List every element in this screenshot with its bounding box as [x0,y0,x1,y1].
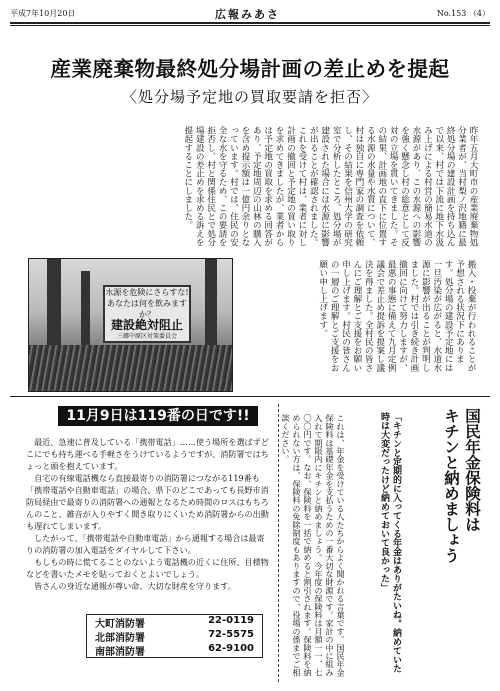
sign-line-1: 水源を危険にさらすな! [105,288,189,297]
column-divider [278,404,279,682]
station-name: 大町消防署 [95,619,145,630]
pension-title [402,408,482,678]
header-rule-thin [10,25,490,26]
issue-number: No.153 （4） [436,9,490,18]
notice-paragraph: 皆さんの身近な通報が尊い命、大切な財産を守ります。 [34,581,236,591]
article-photo [28,258,233,392]
notice-paragraph: もしもの時に慌てることのないよう電話機の近くに住所、目標物などを書いたメモを貼っておくとよいでしょう。 [26,557,269,579]
notice-119-body [26,436,270,592]
station-tel: 62-9100 [208,643,254,654]
sign-line-2: あなたは何を飲みますか？ [107,299,187,319]
station-name: 南部消防署 [95,647,145,658]
fire-station-list [86,614,263,658]
protest-sign [103,285,191,343]
station-tel: 72-5575 [208,629,254,640]
page-header [10,6,490,20]
article-subhead: 〈処分場予定地の買取要請を拒否〉 [121,88,378,106]
notice-paragraph: したがって、「携帯電話や自動車電話」から通報する場合は最寄りの消防署の加入電話をダイヤルして下さい。 [26,533,265,555]
notice-paragraph: 自宅の有線電話機なら直接最寄りの消防署につながる119番も「携帯電話や自動車電話」の場合、県下のどこであっても長野市消防局経由で最寄りの消防署への通報となるため時間のロスはもちろんのこと、雑音が入りやすく聞き取りにくいため消防署からの出動も遅れてしまいます。 [26,473,269,531]
article-body: 昨年五月大町市の産業廃棄物処分業者が、当村梨ノ沢地籍に最終処分場の建設計画を持ち込んで以来、村では下流に地下水汲み上げによる村営の簡易水道の水源があり、この水源への影響を強く懸念し村の総意として反対の立場を貫いてきました。その結果、計画地の直下に位置する水源の水量や水質について、村は独自に専門家の調査を依頼し、その結果を信州大学の研究室で分析したところ、処分場が建設された場合には水源に影響が出ることが確認されました。これを受けて村は、業者に対し計画の撤回と予定地の買い取りを求めてきましたが、業者からは予定地の買取を求める回答があり、予定地周辺の山林の購入を含め提示額は一億円余りとなっています。村では、住民の安全な水を守るため、この要請を拒否し、村と関係住民とで処分場建設の差止めを求める訴えを提起することにしました。 [182,126,478,247]
sign-main-text: 建設絶対阻止 [110,318,183,332]
fire-station-row [87,615,262,629]
grass-foreground [29,345,232,391]
pension-title-line-1: 国民年金保険料は [463,408,481,532]
notice-paragraph: 最近、急速に普及している「携帯電話」……使う場所を選ばずどこにでも持ち運べる手軽さをうけているようですが、消防署ではちょっと頭を抱えています。 [26,437,269,471]
station-name: 北部消防署 [95,633,145,644]
header-rule [10,22,490,24]
station-tel: 22-0119 [208,615,254,626]
section-divider [10,396,490,397]
article-headline: 産業廃棄物最終処分場計画の差止めを提起 [50,57,450,81]
pension-title-line-2: キチンと納めましょう [442,408,460,563]
pension-quote: 「キチンと定期的に入ってくる年金はありがたいね。納めていた時は大変だったけど納めておいて良かった」 [379,412,401,673]
issue-date: 平成7年10月20日 [10,9,76,18]
fire-station-row [87,629,262,643]
notice-119-title: 11月9日は119番の日です!! [58,406,258,426]
sign-small-text: 三郷中原区対策委員会 [116,333,177,340]
pension-body: これは、年金を受けている人たちからよく聞かれる言葉です。国民年金保険料は基礎年金を支払うための一番大切な財源です。家計の中に組み入れて期限内にキチンと納めましょう。今年度の保険料は月額一一、七〇〇円です。なお、保険料を一括で納めると割引されます。保険料を納められない方は、保険料の免除制度もありますので、役場の係までご相談ください。 [281,414,346,677]
publication-title: 広報みあさ [215,8,280,21]
article-body-continued: 搬入・投棄が行われることが予想される状況下にあります。処分場の建設予定地には一旦汚染が広がると、水道水源に影響が出ることが判明しました。村では引き続き計画撤回に向けて努力しますが、最悪の事態に備えて九月定例議会で差止め提訴を提案し議決を得ました。全村民の皆さんにご理解とご支援をお願い申し上げます。村民の皆さんの一層のご理解とご支援をお願い申し上げます。 [317,260,476,372]
fire-station-row [87,643,262,657]
